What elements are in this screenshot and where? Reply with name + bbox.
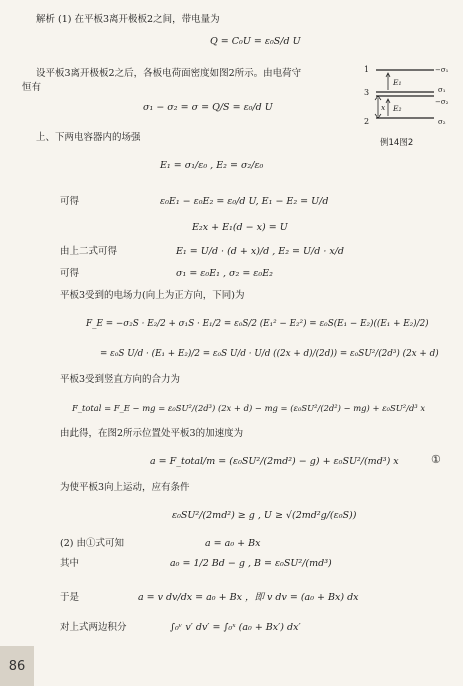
equation-vdv: a = v dv/dx = a₀ + Bx ，即 v dv = (a₀ + Bx) dx (138, 592, 359, 603)
text-label: (2) 由①式可知 (60, 538, 124, 549)
text-label: 其中 (60, 558, 80, 569)
equation-a-linear: a = a₀ + Bx (205, 538, 261, 549)
equation-condition: ε₀SU²/(2md²) ≥ g , U ≥ √(2md²g/(ε₀S)) (172, 510, 357, 521)
text-line: 设平板3离开极板2之后，各板电荷面密度如图2所示。由电荷守 (36, 68, 302, 79)
equation-constants: a₀ = 1/2 Bd − g , B = ε₀SU²/(md³) (170, 558, 332, 569)
plate-label-3: 3 (364, 88, 370, 97)
equation-sigma-relation: σ₁ = ε₀E₁ , σ₂ = ε₀E₂ (176, 268, 273, 279)
equation-fields-diff: ε₀E₁ − ε₀E₂ = ε₀/d U, E₁ − E₂ = U/d (160, 196, 329, 207)
field-e2-label: E₂ (393, 104, 402, 113)
charge-sigma1: σ₁ (438, 86, 446, 94)
text-line: 平板3受到竖直方向的合力为 (60, 374, 181, 385)
figure-caption: 例14图2 (380, 138, 414, 148)
charge-neg-sigma1: −σ₁ (435, 66, 449, 74)
text-line: 为使平板3向上运动，应有条件 (60, 482, 190, 493)
equation-e1-e2: E₁ = U/d · (d + x)/d , E₂ = U/d · x/d (176, 246, 345, 257)
equation-sigma: σ₁ − σ₂ = σ = Q/S = ε₀/d U (143, 102, 273, 113)
distance-x-label: x (381, 103, 386, 112)
equation-fields: E₁ = σ₁/ε₀ , E₂ = σ₂/ε₀ (160, 160, 264, 171)
text-label: 可得 (60, 196, 80, 207)
equation-force-1: F_E = −σ₂S · E₂/2 + σ₁S · E₁/2 = ε₀S/2 (E₁² − E₂²) = ε₀S(E₁ − E₂)((E₁ + E₂)/2) (86, 319, 429, 329)
text-line: 由此得，在图2所示位置处平板3的加速度为 (60, 428, 244, 439)
equation-integral: ∫₀ᵛ v′ dv′ = ∫₀ˣ (a₀ + Bx′) dx′ (170, 622, 301, 633)
text-line: 恒有 (22, 82, 42, 93)
charge-sigma2: σ₂ (438, 118, 446, 126)
text-line: 平板3受到的电场力(向上为正方向，下同)为 (60, 290, 245, 301)
charge-neg-sigma2: −σ₂ (435, 98, 449, 106)
text-label: 由上二式可得 (60, 246, 118, 257)
equation-force-2: = ε₀S U/d · (E₁ + E₂)/2 = ε₀S U/d · U/d ((2x + d)/(2d)) = ε₀SU²/(2d³) (2x + d) (100, 349, 439, 359)
capacitor-figure (362, 60, 452, 134)
text-label: 可得 (60, 268, 80, 279)
field-e1-label: E₁ (393, 78, 402, 87)
equation-number: ① (431, 453, 441, 466)
text-label: 对上式两边积分 (60, 622, 127, 633)
equation-acceleration: a = F_total/m = (ε₀SU²/(2md²) − g) + ε₀SU²/(md³) x (150, 456, 399, 467)
text-line: 上、下两电容器内的场强 (36, 132, 141, 143)
page-number: 86 (0, 646, 34, 686)
plate-label-2: 2 (364, 117, 370, 126)
equation-charge: Q = C₀U = ε₀S/d U (210, 36, 301, 47)
plate-label-1: 1 (364, 65, 370, 74)
equation-total-force: F_total = F_E − mg = ε₀SU²/(2d³) (2x + d) − mg = (ε₀SU²/(2d²) − mg) + ε₀SU²/d³ x (72, 403, 426, 413)
text-label: 于是 (60, 592, 80, 603)
solution-heading: 解析 (1) 在平板3离开极板2之间，带电量为 (36, 14, 220, 25)
equation-voltage: E₂x + E₁(d − x) = U (192, 222, 288, 233)
